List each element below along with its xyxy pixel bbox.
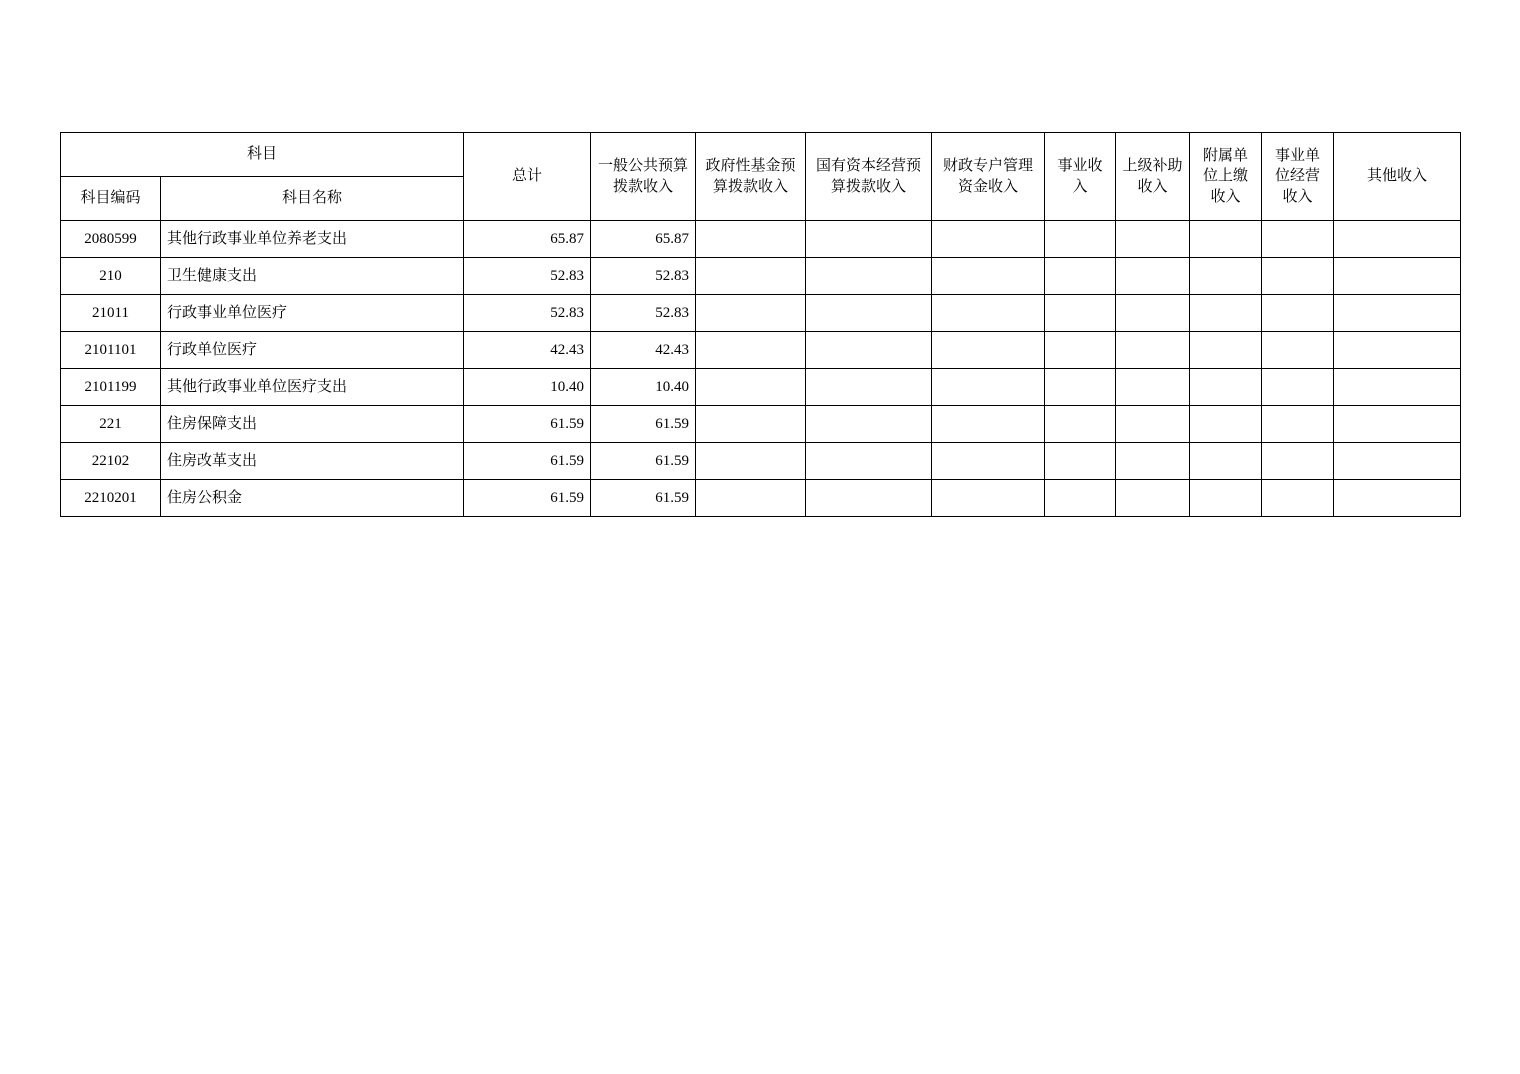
cell-other-income — [1334, 332, 1461, 369]
cell-subject-name: 住房公积金 — [161, 480, 464, 517]
cell-subject-code: 221 — [61, 406, 161, 443]
cell-gov-fund — [696, 369, 806, 406]
cell-attached-unit — [1190, 221, 1262, 258]
cell-subject-code: 22102 — [61, 443, 161, 480]
cell-career-income — [1045, 480, 1116, 517]
cell-unit-operation — [1262, 369, 1334, 406]
cell-total: 61.59 — [464, 480, 591, 517]
table-row — [61, 295, 1461, 332]
cell-public-budget: 52.83 — [591, 295, 696, 332]
cell-total: 10.40 — [464, 369, 591, 406]
cell-public-budget: 10.40 — [591, 369, 696, 406]
cell-unit-operation — [1262, 258, 1334, 295]
budget-table-page — [60, 132, 1460, 517]
cell-state-capital — [806, 369, 932, 406]
cell-other-income — [1334, 443, 1461, 480]
cell-other-income — [1334, 369, 1461, 406]
header-total: 总计 — [464, 133, 591, 221]
cell-subject-name: 行政单位医疗 — [161, 332, 464, 369]
cell-upper-subsidy — [1116, 406, 1190, 443]
cell-career-income — [1045, 369, 1116, 406]
cell-subject-code: 21011 — [61, 295, 161, 332]
table-row — [61, 332, 1461, 369]
cell-other-income — [1334, 295, 1461, 332]
cell-attached-unit — [1190, 480, 1262, 517]
cell-subject-name: 其他行政事业单位养老支出 — [161, 221, 464, 258]
cell-public-budget: 42.43 — [591, 332, 696, 369]
cell-other-income — [1334, 480, 1461, 517]
cell-fiscal-special — [932, 258, 1045, 295]
cell-unit-operation — [1262, 221, 1334, 258]
cell-attached-unit — [1190, 443, 1262, 480]
cell-other-income — [1334, 258, 1461, 295]
cell-subject-code: 2101199 — [61, 369, 161, 406]
cell-attached-unit — [1190, 258, 1262, 295]
header-subject-group: 科目 — [61, 133, 464, 177]
cell-unit-operation — [1262, 443, 1334, 480]
table-row — [61, 369, 1461, 406]
cell-total: 65.87 — [464, 221, 591, 258]
header-fiscal-special: 财政专户管理资金收入 — [932, 133, 1045, 221]
cell-state-capital — [806, 443, 932, 480]
cell-subject-name: 住房保障支出 — [161, 406, 464, 443]
cell-subject-name: 行政事业单位医疗 — [161, 295, 464, 332]
cell-subject-code: 2101101 — [61, 332, 161, 369]
cell-career-income — [1045, 258, 1116, 295]
cell-career-income — [1045, 295, 1116, 332]
cell-attached-unit — [1190, 369, 1262, 406]
cell-state-capital — [806, 332, 932, 369]
header-state-capital: 国有资本经营预算拨款收入 — [806, 133, 932, 221]
cell-subject-name: 住房改革支出 — [161, 443, 464, 480]
cell-public-budget: 61.59 — [591, 443, 696, 480]
cell-upper-subsidy — [1116, 332, 1190, 369]
cell-career-income — [1045, 443, 1116, 480]
header-attached-unit: 附属单位上缴收入 — [1190, 133, 1262, 221]
cell-upper-subsidy — [1116, 480, 1190, 517]
cell-state-capital — [806, 295, 932, 332]
cell-other-income — [1334, 406, 1461, 443]
table-body — [61, 221, 1461, 517]
table-header — [61, 133, 1461, 221]
cell-fiscal-special — [932, 369, 1045, 406]
cell-upper-subsidy — [1116, 295, 1190, 332]
cell-subject-code: 2080599 — [61, 221, 161, 258]
cell-gov-fund — [696, 295, 806, 332]
cell-career-income — [1045, 221, 1116, 258]
cell-unit-operation — [1262, 332, 1334, 369]
cell-upper-subsidy — [1116, 443, 1190, 480]
header-upper-subsidy: 上级补助收入 — [1116, 133, 1190, 221]
cell-gov-fund — [696, 332, 806, 369]
cell-other-income — [1334, 221, 1461, 258]
cell-gov-fund — [696, 443, 806, 480]
table-row — [61, 480, 1461, 517]
cell-fiscal-special — [932, 480, 1045, 517]
cell-unit-operation — [1262, 406, 1334, 443]
header-unit-operation: 事业单位经营收入 — [1262, 133, 1334, 221]
cell-fiscal-special — [932, 221, 1045, 258]
cell-state-capital — [806, 221, 932, 258]
cell-public-budget: 61.59 — [591, 480, 696, 517]
header-subject-name: 科目名称 — [161, 177, 464, 221]
cell-public-budget: 61.59 — [591, 406, 696, 443]
cell-career-income — [1045, 332, 1116, 369]
cell-public-budget: 52.83 — [591, 258, 696, 295]
cell-fiscal-special — [932, 295, 1045, 332]
table-row — [61, 258, 1461, 295]
cell-total: 52.83 — [464, 258, 591, 295]
cell-fiscal-special — [932, 332, 1045, 369]
cell-fiscal-special — [932, 443, 1045, 480]
cell-total: 61.59 — [464, 443, 591, 480]
header-subject-code: 科目编码 — [61, 177, 161, 221]
header-other-income: 其他收入 — [1334, 133, 1461, 221]
cell-upper-subsidy — [1116, 258, 1190, 295]
header-public-budget: 一般公共预算拨款收入 — [591, 133, 696, 221]
cell-subject-name: 卫生健康支出 — [161, 258, 464, 295]
cell-total: 52.83 — [464, 295, 591, 332]
cell-state-capital — [806, 480, 932, 517]
cell-subject-name: 其他行政事业单位医疗支出 — [161, 369, 464, 406]
cell-subject-code: 210 — [61, 258, 161, 295]
cell-upper-subsidy — [1116, 369, 1190, 406]
cell-fiscal-special — [932, 406, 1045, 443]
cell-total: 42.43 — [464, 332, 591, 369]
cell-unit-operation — [1262, 295, 1334, 332]
cell-gov-fund — [696, 221, 806, 258]
cell-attached-unit — [1190, 332, 1262, 369]
table-row — [61, 406, 1461, 443]
header-gov-fund: 政府性基金预算拨款收入 — [696, 133, 806, 221]
cell-upper-subsidy — [1116, 221, 1190, 258]
cell-state-capital — [806, 406, 932, 443]
header-row-1 — [61, 133, 1461, 177]
cell-public-budget: 65.87 — [591, 221, 696, 258]
table-row — [61, 221, 1461, 258]
cell-attached-unit — [1190, 406, 1262, 443]
budget-table — [60, 132, 1461, 517]
table-row — [61, 443, 1461, 480]
header-career-income: 事业收入 — [1045, 133, 1116, 221]
cell-gov-fund — [696, 258, 806, 295]
cell-attached-unit — [1190, 295, 1262, 332]
cell-subject-code: 2210201 — [61, 480, 161, 517]
cell-gov-fund — [696, 406, 806, 443]
cell-unit-operation — [1262, 480, 1334, 517]
cell-career-income — [1045, 406, 1116, 443]
cell-total: 61.59 — [464, 406, 591, 443]
cell-state-capital — [806, 258, 932, 295]
cell-gov-fund — [696, 480, 806, 517]
